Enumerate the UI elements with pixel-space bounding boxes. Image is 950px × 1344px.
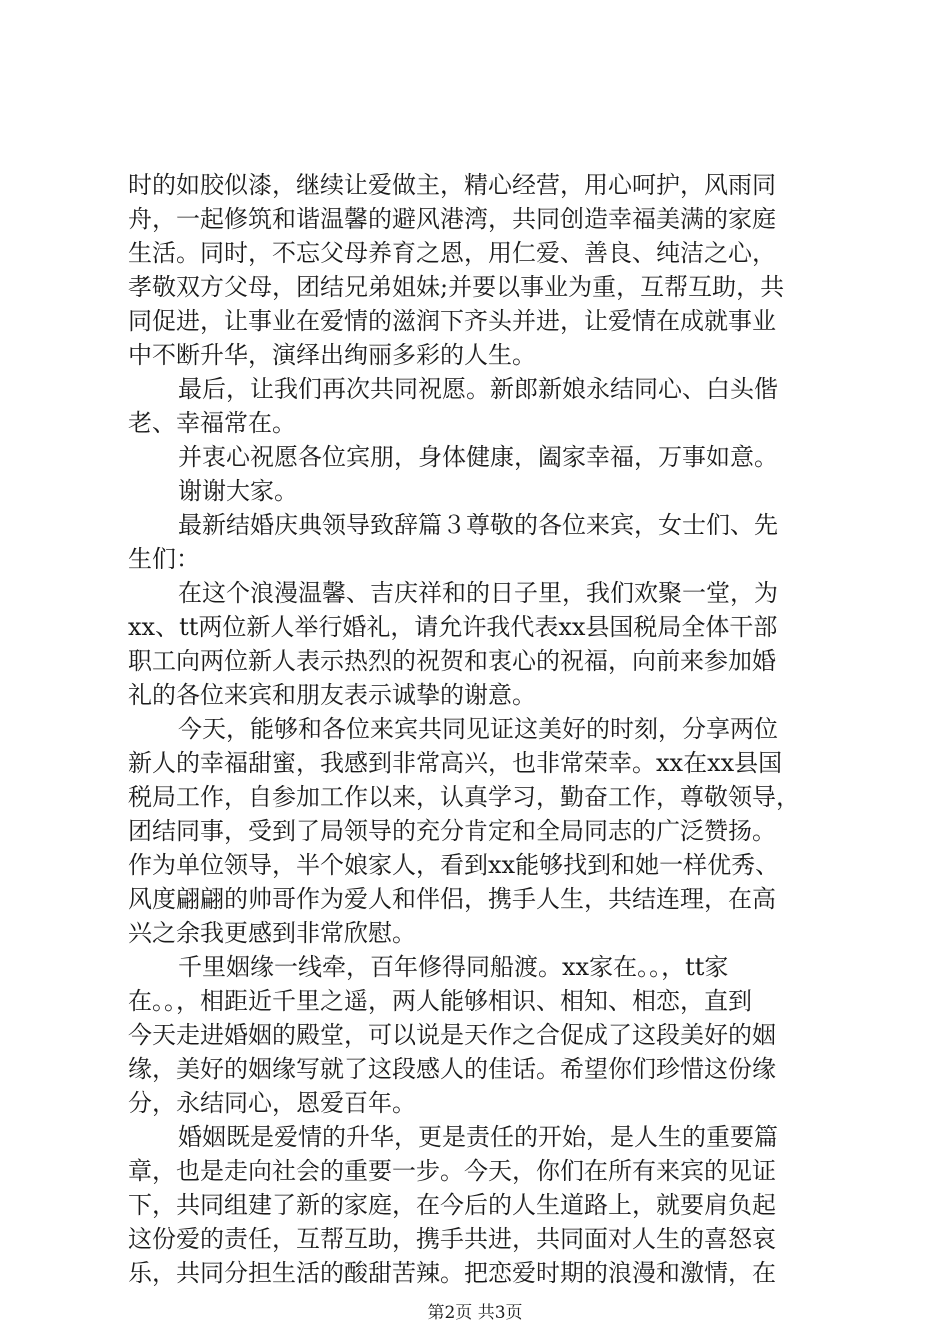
text-line: 团结同事，受到了局领导的充分肯定和全局同志的广泛赞扬。 <box>128 817 776 845</box>
text-line: 最后，让我们再次共同祝愿。新郎新娘永结同心、白头偕 <box>178 375 778 403</box>
text-line: 这份爱的责任，互帮互助，携手共进，共同面对人生的喜怒哀 <box>128 1225 776 1253</box>
text-line: 今天，能够和各位来宾共同见证这美好的时刻，分享两位 <box>178 715 778 743</box>
text-line: 税局工作，自参加工作以来，认真学习，勤奋工作，尊敬领导， <box>128 783 800 811</box>
text-line: 分，永结同心，恩爱百年。 <box>128 1089 416 1117</box>
text-line: 缘，美好的姻缘写就了这段感人的佳话。希望你们珍惜这份缘 <box>128 1055 776 1083</box>
text-line: 新人的幸福甜蜜，我感到非常高兴，也非常荣幸。xx在xx县国 <box>128 749 783 777</box>
text-line: 礼的各位来宾和朋友表示诚挚的谢意。 <box>128 681 536 709</box>
text-line: 今天走进婚姻的殿堂，可以说是天作之合促成了这段美好的姻 <box>128 1021 776 1049</box>
text-line: 最新结婚庆典领导致辞篇３尊敬的各位来宾，女士们、先 <box>178 511 778 539</box>
text-line: 谢谢大家。 <box>178 477 298 505</box>
text-line: 乐，共同分担生活的酸甜苦辣。把恋爱时期的浪漫和激情，在 <box>128 1259 776 1287</box>
text-line: 同促进，让事业在爱情的滋润下齐头并进，让爱情在成就事业 <box>128 307 776 335</box>
text-line: 下，共同组建了新的家庭，在今后的人生道路上，就要肩负起 <box>128 1191 776 1219</box>
text-line: 在。。，相距近千里之遥，两人能够相识、相知、相恋，直到 <box>128 987 752 1015</box>
text-line: 舟，一起修筑和谐温馨的避风港湾，共同创造幸福美满的家庭 <box>128 205 776 233</box>
text-line: xx、tt两位新人举行婚礼，请允许我代表xx县国税局全体干部 <box>128 613 778 641</box>
text-line: 孝敬双方父母，团结兄弟姐妹;并要以事业为重，互帮互助，共 <box>128 273 785 301</box>
text-line: 在这个浪漫温馨、吉庆祥和的日子里，我们欢聚一堂，为 <box>178 579 778 607</box>
text-line: 时的如胶似漆，继续让爱做主，精心经营，用心呵护，风雨同 <box>128 171 776 199</box>
text-line: 老、幸福常在。 <box>128 409 296 437</box>
text-line: 婚姻既是爱情的升华，更是责任的开始，是人生的重要篇 <box>178 1123 778 1151</box>
text-line: 风度翩翩的帅哥作为爱人和伴侣，携手人生，共结连理，在高 <box>128 885 776 913</box>
page-footer: 第2页 共3页 <box>427 1303 523 1323</box>
text-line: 并衷心祝愿各位宾朋，身体健康，阖家幸福，万事如意。 <box>178 443 778 471</box>
text-line: 生们： <box>128 545 200 573</box>
text-line: 职工向两位新人表示热烈的祝贺和衷心的祝福，向前来参加婚 <box>128 647 776 675</box>
text-line: 兴之余我更感到非常欣慰。 <box>128 919 416 947</box>
text-line: 章，也是走向社会的重要一步。今天，你们在所有来宾的见证 <box>128 1157 776 1185</box>
text-line: 作为单位领导，半个娘家人，看到xx能够找到和她一样优秀、 <box>128 851 780 879</box>
text-line: 中不断升华，演绎出绚丽多彩的人生。 <box>128 341 536 369</box>
text-line: 生活。同时，不忘父母养育之恩，用仁爱、善良、纯洁之心， <box>128 239 776 267</box>
text-line: 千里姻缘一线牵，百年修得同船渡。xx家在。。，tt家 <box>178 953 729 981</box>
